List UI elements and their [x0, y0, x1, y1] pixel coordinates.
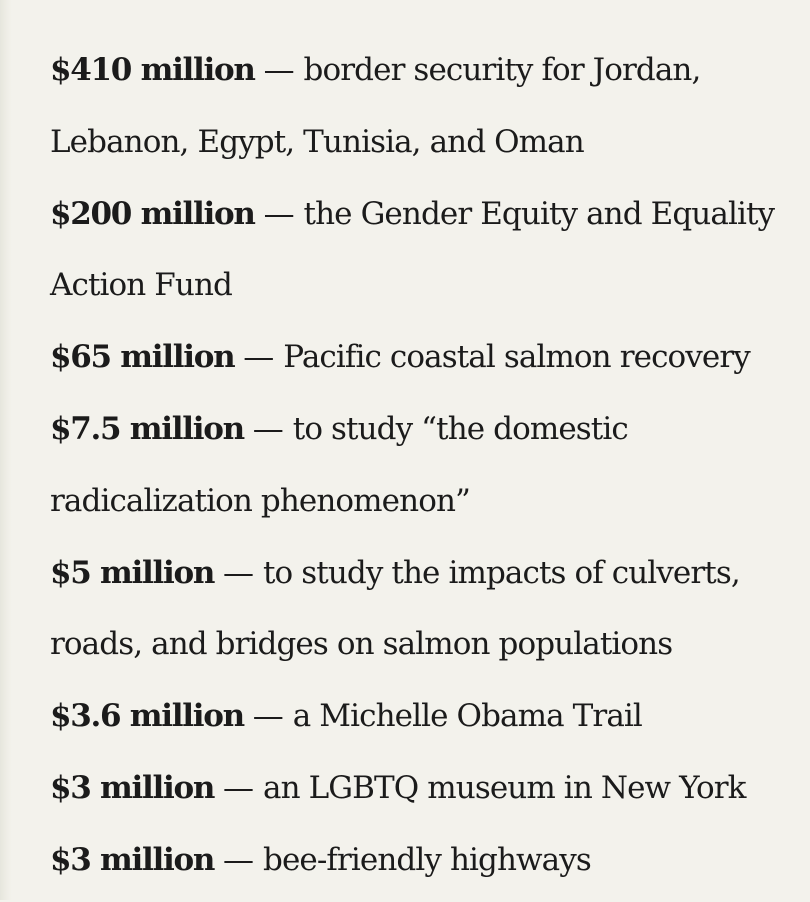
item-amount: $5 million	[50, 554, 215, 591]
item-amount: $3 million	[50, 769, 215, 806]
list-item-line	[50, 327, 795, 399]
item-description: bee-friendly highways	[263, 841, 591, 878]
em-dash: —	[263, 52, 295, 88]
list-item-line	[50, 543, 795, 615]
item-description: an LGBTQ museum in New York	[263, 769, 746, 806]
item-amount: $3.6 million	[50, 698, 244, 735]
list-item-line	[50, 184, 795, 256]
em-dash: —	[252, 410, 284, 447]
item-description: Pacific coastal salmon recovery	[283, 339, 750, 376]
item-amount: $410 million	[50, 52, 255, 88]
list-item-line	[50, 686, 795, 758]
list-item-continuation	[50, 255, 795, 327]
item-amount: $7.5 million	[50, 410, 244, 447]
item-description: border security for Jordan,	[303, 52, 701, 88]
item-description: to study “the domestic	[292, 410, 628, 447]
list-item-continuation	[50, 112, 795, 184]
item-description-continued: Lebanon, Egypt, Tunisia, and Oman	[50, 123, 584, 160]
page-edge-shadow	[0, 0, 12, 900]
item-amount: $65 million	[50, 339, 235, 376]
item-description-continued: roads, and bridges on salmon populations	[50, 626, 673, 663]
list-item-continuation	[50, 471, 795, 543]
list-item-line	[50, 830, 795, 902]
em-dash: —	[223, 841, 255, 878]
em-dash: —	[223, 769, 255, 806]
item-description: the Gender Equity and Equality	[303, 195, 775, 232]
list-item-line	[50, 40, 795, 112]
item-description-continued: radicalization phenomenon”	[50, 482, 470, 519]
list-item-line	[50, 758, 795, 830]
item-description-continued: Action Fund	[50, 267, 232, 304]
em-dash: —	[243, 339, 275, 376]
em-dash: —	[223, 554, 255, 591]
item-description: a Michelle Obama Trail	[292, 698, 642, 735]
spending-list	[50, 40, 795, 902]
list-item-continuation	[50, 614, 795, 686]
item-amount: $3 million	[50, 841, 215, 878]
em-dash: —	[263, 195, 295, 232]
em-dash: —	[252, 698, 284, 735]
item-description: to study the impacts of culverts,	[263, 554, 740, 591]
list-item-line	[50, 399, 795, 471]
item-amount: $200 million	[50, 195, 255, 232]
